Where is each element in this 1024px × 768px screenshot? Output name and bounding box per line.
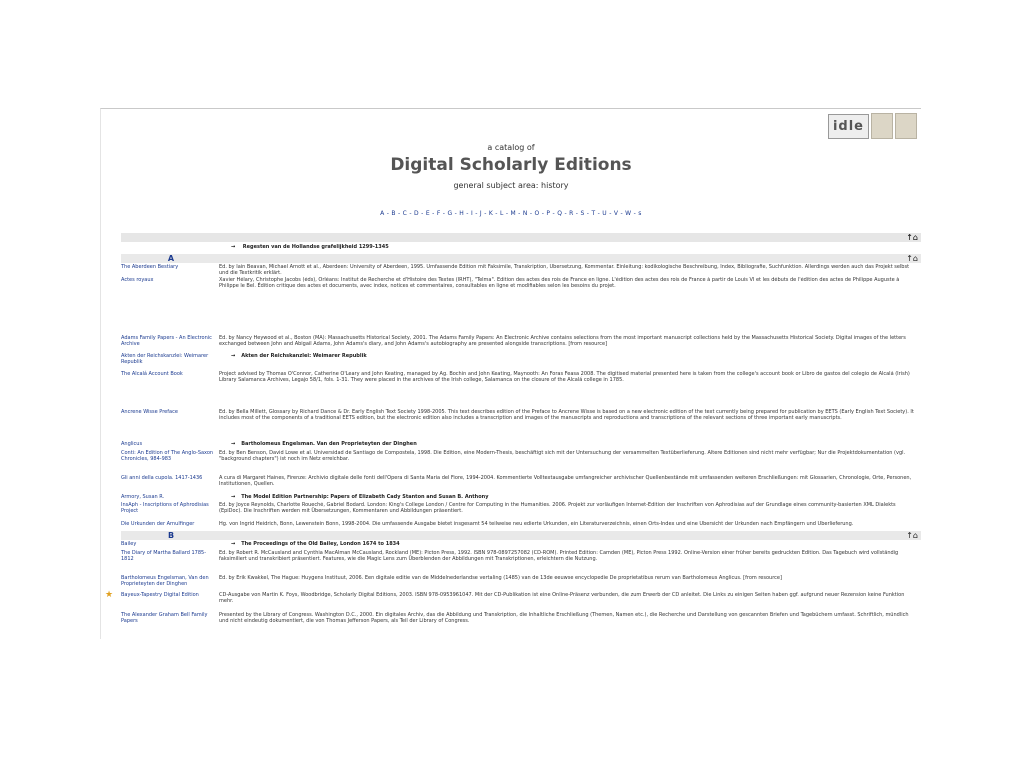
list-item bbox=[121, 550, 921, 574]
cross-reference-link[interactable]: Regesten van de Hollandse grafelijkheid 1299-1345 bbox=[242, 244, 389, 250]
logo-image-1 bbox=[871, 113, 893, 139]
list-item bbox=[121, 494, 921, 502]
alphabet-link[interactable]: U bbox=[602, 210, 608, 217]
alphabet-link[interactable]: M bbox=[510, 210, 517, 217]
catalog-subtitle: a catalog of bbox=[487, 143, 535, 152]
entry-description: Presented by the Library of Congress. Washington D.C., 2000. Ein digitales Archiv, das die Abbildung und Transkription, die Inhaltliche Erschließung (Themen, Namen etc.), die Recherche und Darstellung von gescannten Briefen und Tagebüchern umfasst. Schriftlich, mündlich und nicht eindeutig dokumentiert, die von Thomas Jefferson Papers, als Teil der Library of Congress. bbox=[219, 612, 909, 625]
alphabet-separator: - bbox=[575, 210, 579, 217]
alphabet-separator: - bbox=[475, 210, 478, 217]
up-home-icons[interactable]: ↑⌂ bbox=[906, 531, 918, 540]
list-item bbox=[121, 475, 921, 493]
section-header-a bbox=[121, 254, 921, 263]
entry-title-link[interactable]: The Alcalá Account Book bbox=[121, 371, 183, 377]
alphabet-separator: - bbox=[597, 210, 601, 217]
entry-description: Ed. by Nancy Heywood et al., Boston (MA): Massachusetts Historical Society, 2001. The Adams Family Papers: An Electronic Archive contains selections from the most important manuscript collections held by the Massachusetts Historical Society. Digital images of the letters exchanged between John and Abigail Adams, John Adams's diary, and John Adams's autobiography are presented alongside transcriptions. [from resource] bbox=[219, 335, 906, 348]
cross-reference-link[interactable]: The Proceedings of the Old Bailey, London 1674 to 1834 bbox=[241, 541, 400, 547]
alphabet-link[interactable]: T bbox=[591, 210, 596, 217]
entry-title-link[interactable]: Bayeux-Tapestry Digital Edition bbox=[121, 592, 199, 598]
cross-reference-link[interactable]: Bartholomeus Engelsman. Van den Proprieteyten der Dinghen bbox=[241, 441, 417, 447]
alphabet-link[interactable]: B bbox=[391, 210, 396, 217]
cross-reference-link[interactable]: Akten der Reichskanzlei: Weimarer Republik bbox=[241, 353, 367, 359]
star-icon: ★ bbox=[105, 590, 114, 600]
alphabet-separator: - bbox=[409, 210, 413, 217]
entry-description: A cura di Margaret Haines, Firenze: Archivio digitale delle fonti dell'Opera di Santa Maria del Fiore, 1994-2004. Kommentierte Volltextausgabe umfangreicher archivischer Quellenbestände mit umfassenden weiteren Erschließungen: mit Glossarien, Chronologie, Orte, Personen, Institutionen, Quellen. bbox=[219, 475, 912, 488]
entry-title-link[interactable]: Die Urkunden der Arnulfinger bbox=[121, 521, 195, 527]
alphabet-link[interactable]: Q bbox=[557, 210, 563, 217]
list-item bbox=[121, 409, 921, 439]
alphabet-link[interactable]: A bbox=[380, 210, 385, 217]
arrow-right-icon: → bbox=[231, 441, 236, 447]
alphabet-separator: - bbox=[442, 210, 446, 217]
entry-title-link[interactable]: The Aberdeen Bestiary bbox=[121, 264, 179, 270]
alphabet-separator: - bbox=[620, 210, 624, 217]
list-item bbox=[121, 264, 921, 276]
up-home-icons[interactable]: ↑⌂ bbox=[906, 254, 918, 263]
alphabet-separator: - bbox=[609, 210, 612, 217]
list-item bbox=[121, 441, 921, 449]
list-item bbox=[121, 450, 921, 474]
entry-title-link[interactable]: Conti: An Edition of The Anglo-Saxon Chronicles, 984-983 bbox=[121, 450, 214, 463]
alphabet-separator: - bbox=[454, 210, 458, 217]
logo-image-2 bbox=[895, 113, 917, 139]
section-header-b bbox=[121, 531, 921, 540]
alphabet-separator: - bbox=[633, 210, 637, 217]
alphabet-separator: - bbox=[564, 210, 568, 217]
cross-reference-link[interactable]: The Model Edition Partnership: Papers of Elizabeth Cady Stanton and Susan B. Anthony bbox=[241, 494, 489, 500]
subject-area: general subject area: history bbox=[453, 181, 569, 190]
section-letter: B bbox=[167, 531, 175, 540]
alphabet-separator: - bbox=[541, 210, 545, 217]
alphabet-link[interactable]: I bbox=[470, 210, 474, 217]
entry-title-link[interactable]: Bartholomeus Engelsman, Van den Proprieteyten der Dinghen bbox=[121, 575, 209, 588]
page-frame bbox=[100, 108, 921, 639]
entry-title-link[interactable]: Actes royaux bbox=[121, 277, 154, 283]
alphabet-separator: - bbox=[466, 210, 469, 217]
entry-title-link[interactable]: Ancrene Wisse Preface bbox=[121, 409, 178, 415]
alphabet-separator: - bbox=[484, 210, 487, 217]
entry-title-link[interactable]: Anglicus bbox=[121, 441, 143, 447]
arrow-right-icon: → bbox=[231, 494, 236, 500]
arrow-right-icon: → bbox=[231, 541, 236, 547]
alphabet-link[interactable]: C bbox=[402, 210, 408, 217]
entry-title-link[interactable]: Gli anni della cupola. 1417-1436 bbox=[121, 475, 203, 481]
list-item bbox=[121, 502, 921, 520]
alphabet-separator: - bbox=[398, 210, 401, 217]
page-title: Digital Scholarly Editions bbox=[390, 155, 632, 175]
entry-description: CD-Ausgabe von Martin K. Foys, Woodbridge, Scholarly Digital Editions, 2003. ISBN 978-0953961047. Mit der CD-Publikation ist eine Online-Präsenz verbunden, die zum Erwerb der CD anleitet. Die Links zu einigen Seiten haben ggf. aufgrund neuer Rezension keine Funktion mehr. bbox=[219, 592, 905, 605]
alphabet-link[interactable]: N bbox=[522, 210, 528, 217]
alphabet-separator: - bbox=[552, 210, 556, 217]
alphabet-link[interactable]: F bbox=[436, 210, 441, 217]
entry-title-link[interactable]: InsAph - Inscriptions of Aphrodisias Project bbox=[121, 502, 209, 515]
entry-description: Ed. by Joyce Reynolds, Charlotte Roueché, Gabriel Bodard. London: King's College London / Centre for Computing in the Humanities. 2006. Projekt zur vorläufigen Internet-Edition der Inschriften von Aphrodisias auf der Grundlage eines community-basierten XML Dialekts (EpiDoc). Die Inschriften werden mit Übersetzungen, Kommentaren und Abbildungen präsentiert. bbox=[219, 502, 896, 515]
top-home-icons[interactable]: ↑⌂ bbox=[906, 233, 918, 242]
entry-title-link[interactable]: The Alexander Graham Bell Family Papers bbox=[121, 612, 208, 625]
alphabet-link[interactable]: V bbox=[613, 210, 619, 217]
list-item bbox=[121, 541, 921, 549]
idle-logo[interactable] bbox=[828, 113, 917, 139]
alphabet-separator: - bbox=[495, 210, 498, 217]
alphabet-link[interactable]: E bbox=[425, 210, 431, 217]
entry-description: Hg. von Ingrid Heidrich, Bonn, Lewenstein Bonn, 1998-2004. Die umfassende Ausgabe bietet insgesamt 54 teilweise neu edierte Urkunden, ein Literaturverzeichnis, einen Orts-Index und eine Übersicht der Urkunden nach Empfängern und Überlieferung. bbox=[219, 521, 854, 527]
alphabet-link[interactable]: S bbox=[580, 210, 585, 217]
list-item bbox=[105, 590, 921, 610]
entry-title-link[interactable]: Akten der Reichskanzlei: Weimarer Republik bbox=[121, 353, 209, 366]
alphabet-link[interactable]: K bbox=[488, 210, 494, 217]
entry-description: Ed. by Erik Kwakkel, The Hague: Huygens Instituut, 2006. Een digitale editie van de Middelnederlandse vertaling (1485) van de 13de eeuwse encyclopedie De proprietatibus rerum van Bartholomeus Anglicus. [from resource] bbox=[219, 575, 782, 581]
alphabet-separator: - bbox=[529, 210, 533, 217]
entry-description: Project advised by Thomas O'Connor, Catherine O'Leary and John Keating, managed by Ag. Bochin and John Keating, Maynooth: An Foras Feasa 2008. The digitised material presented here is taken from the college's account book or Libro de gastos del colegio de Alcalá (Irish) Library Salamanca Archives, Legajo 58/1, fols. 1-31. They were placed in the archives of the Irish college, Salamanca on the closure of the Alcalá college in 1785. bbox=[219, 371, 910, 384]
idle-logo-text: idle bbox=[828, 114, 869, 139]
entry-description: Ed. by Iain Beavan, Michael Arnott et al., Aberdeen: University of Aberdeen, 1995. Umfassende Edition mit Faksimile, Transkription, Übersetzung, Kommentar. Einleitung: kodikologische Beschreibung, Index, Bibliografie, Suchfunktion. Allerdings werden auch das Projekt selbst und die Textkritik erklärt. bbox=[219, 264, 910, 276]
entry-description: Ed. by Robert R. McCausland and Cynthia MacAlman McCausland, Rockland (ME): Picton Press, 1992. ISBN 978-0897257082 (CD-ROM). Printed Edition: Camden (ME), Picton Press 1992. Online-Version einer früher bereits gedruckten Edition. Das Tagebuch wird vollständig faksimiliert und transkribiert präsentiert. Features, wie die Magic Lens zum Überblenden der Abbildungen mit Transkriptionen, erleichtern die Nutzung. bbox=[219, 550, 899, 563]
alphabet-separator: - bbox=[386, 210, 390, 217]
alphabet-separator: - bbox=[432, 210, 435, 217]
list-item bbox=[121, 277, 921, 325]
entry-description: Ed. by Ben Benson, David Lowe et al. Universidad de Santiago de Compostela, 1998. Die Edition, eine Modern-Thesis, beschäftigt sich mit der Untersuchung der versammelten Textüberlieferung. Ältere Editionen sind nicht mehr verfügbar; Nur die Projektdokumentation (vgl. "background chapters") ist noch im Netz erreichbar. bbox=[219, 450, 906, 463]
list-item bbox=[121, 575, 921, 591]
entry-description: Xavier Hélary, Christophe Jacobs (éds), Orléans: Institut de Recherche et d'Histoire des Textes (IRHT), "Telma". Édition des actes des rois de France en ligne. L'édition des actes des rois de France à partir de Louis VI et les débuts de l'édition des actes de Philippe Auguste à Philippe le Bel. Édition critique des actes et documents, avec index, notices et commentaires, consultables en ligne et modifiables selon les besoins du projet. bbox=[219, 277, 900, 290]
alphabet-link[interactable]: O bbox=[534, 210, 540, 217]
alphabet-link[interactable]: G bbox=[447, 210, 453, 217]
arrow-right-icon: → bbox=[231, 244, 236, 250]
arrow-right-icon: → bbox=[231, 353, 236, 359]
top-nav-bar bbox=[121, 233, 921, 242]
alphabet-separator: - bbox=[421, 210, 424, 217]
alphabet-link[interactable]: s bbox=[638, 210, 642, 217]
alphabet-nav bbox=[101, 210, 921, 217]
alphabet-link[interactable]: W bbox=[625, 210, 632, 217]
alphabet-separator: - bbox=[518, 210, 521, 217]
list-item bbox=[121, 612, 921, 636]
list-item bbox=[121, 353, 921, 365]
list-item bbox=[121, 371, 921, 405]
alphabet-link[interactable]: R bbox=[569, 210, 574, 217]
alphabet-separator: - bbox=[505, 210, 509, 217]
alphabet-link[interactable]: L bbox=[499, 210, 504, 217]
list-item bbox=[121, 335, 921, 353]
alphabet-link[interactable]: P bbox=[546, 210, 551, 217]
entry-title-link[interactable]: Armory, Susan R. bbox=[121, 494, 165, 500]
entry-title-link[interactable]: Adams Family Papers - An Electronic Archive bbox=[121, 335, 212, 348]
alphabet-link[interactable]: D bbox=[414, 210, 420, 217]
section-letter: A bbox=[167, 254, 175, 263]
entry-description: Ed. by Bella Millett, Glossary by Richard Dance & Dr. Early English Text Society 1998-2005. This text describes edition of the Preface to Ancrene Wisse is based on a new electronic edition of the text currently being prepared for publication by EETS (Early English Text Society). It includes most of the components of a traditional EETS edition, but the electronic edition also includes a transcription and images of the manuscripts and reproductions and transcriptions of the relevant sections of three important early manuscripts. bbox=[219, 409, 914, 422]
alphabet-link[interactable]: H bbox=[459, 210, 465, 217]
alphabet-separator: - bbox=[586, 210, 590, 217]
entry-title-link[interactable]: Bailey bbox=[121, 541, 137, 547]
entry-title-link[interactable]: The Diary of Martha Ballard 1785-1812 bbox=[121, 550, 207, 563]
alphabet-link[interactable]: J bbox=[479, 210, 483, 217]
